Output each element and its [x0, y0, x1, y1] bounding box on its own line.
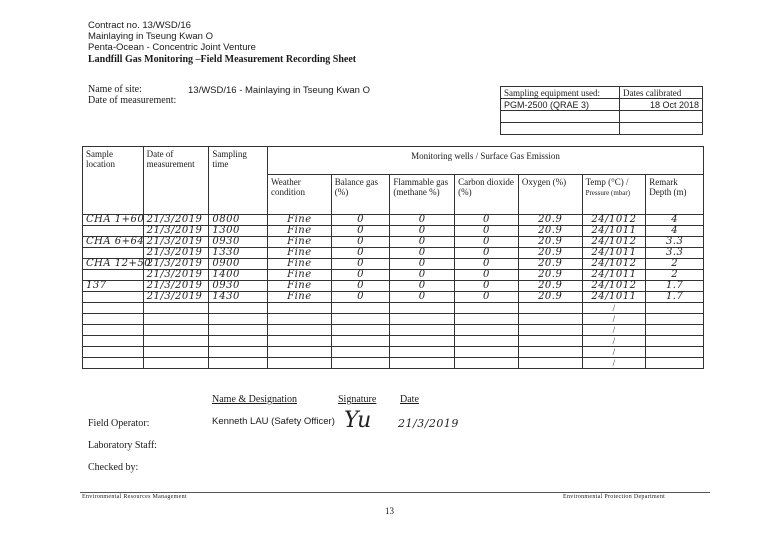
cell-temp-pressure: / — [582, 347, 646, 358]
measurement-table — [82, 146, 704, 369]
date-header: Date — [400, 394, 419, 405]
equipment-device: PGM-2500 (QRAE 3) — [501, 99, 620, 111]
header-oxygen: Oxygen (%) — [518, 175, 582, 215]
cell-oxygen: 20.9 — [518, 226, 582, 237]
table-row — [83, 270, 704, 281]
cell-remark — [646, 314, 704, 325]
cell-carbon-dioxide: 0 — [455, 248, 519, 259]
cell-sample-location: CHA 6+64 — [83, 237, 144, 248]
cell-sampling-time — [209, 314, 268, 325]
equipment-blank-cell — [620, 123, 703, 135]
cell-oxygen — [518, 314, 582, 325]
cell-temp-pressure: 24/1012 — [582, 259, 646, 270]
cell-weather: Fine — [268, 259, 332, 270]
cell-date — [143, 325, 209, 336]
cell-balance-gas — [331, 347, 390, 358]
cell-weather — [268, 336, 332, 347]
signature-header: Signature — [338, 394, 377, 405]
cell-balance-gas: 0 — [331, 215, 390, 226]
cell-sample-location — [83, 248, 144, 259]
header-balance-gas: Balance gas (%) — [331, 175, 390, 215]
footer-left: Environmental Resources Management — [82, 494, 187, 500]
cell-date: 21/3/2019 — [143, 292, 209, 303]
cell-sample-location — [83, 292, 144, 303]
cell-sampling-time: 0800 — [209, 215, 268, 226]
cell-sample-location: CHA 1+60 — [83, 215, 144, 226]
cell-remark — [646, 303, 704, 314]
cell-date — [143, 347, 209, 358]
header-temp: Temp (°C) / — [585, 177, 629, 187]
cell-balance-gas — [331, 325, 390, 336]
cell-weather: Fine — [268, 226, 332, 237]
cell-sample-location — [83, 325, 144, 336]
cell-temp-pressure: / — [582, 336, 646, 347]
header-pressure: Pressure (mbar) — [585, 189, 631, 197]
cell-remark: 4 — [646, 226, 704, 237]
cell-temp-pressure: / — [582, 303, 646, 314]
cell-sampling-time — [209, 336, 268, 347]
table-row — [83, 303, 704, 314]
table-row — [83, 314, 704, 325]
cell-oxygen: 20.9 — [518, 292, 582, 303]
table-row — [83, 259, 704, 270]
cell-sampling-time — [209, 325, 268, 336]
cell-flammable-gas: 0 — [390, 292, 455, 303]
cell-date — [143, 336, 209, 347]
site-name-value: 13/WSD/16 - Mainlaying in Tseung Kwan O — [188, 85, 370, 96]
cell-date: 21/3/2019 — [143, 270, 209, 281]
cell-balance-gas — [331, 303, 390, 314]
cell-flammable-gas — [390, 347, 455, 358]
cell-oxygen: 20.9 — [518, 248, 582, 259]
header-sampling-time: Sampling time — [209, 147, 268, 215]
cell-flammable-gas — [390, 336, 455, 347]
cell-oxygen: 20.9 — [518, 281, 582, 292]
cell-temp-pressure: 24/1012 — [582, 215, 646, 226]
cell-flammable-gas: 0 — [390, 215, 455, 226]
cell-carbon-dioxide — [455, 358, 519, 369]
cell-remark — [646, 347, 704, 358]
cell-carbon-dioxide — [455, 336, 519, 347]
cell-oxygen — [518, 336, 582, 347]
contract-number: Contract no. 13/WSD/16 — [88, 20, 191, 31]
cell-carbon-dioxide: 0 — [455, 237, 519, 248]
cell-balance-gas — [331, 314, 390, 325]
project-name: Mainlaying in Tseung Kwan O — [88, 31, 213, 42]
cell-carbon-dioxide: 0 — [455, 226, 519, 237]
cell-date: 21/3/2019 — [143, 248, 209, 259]
header-sample-location: Sample location — [83, 147, 144, 215]
cell-temp-pressure: 24/1011 — [582, 226, 646, 237]
header-carbon-dioxide: Carbon dioxide (%) — [455, 175, 519, 215]
field-operator-label: Field Operator: — [88, 418, 150, 429]
cell-temp-pressure: 24/1012 — [582, 281, 646, 292]
date-of-measurement-label: Date of measurement: — [88, 95, 177, 106]
cell-flammable-gas — [390, 314, 455, 325]
cell-sampling-time: 1400 — [209, 270, 268, 281]
header-date: Date of measurement — [143, 147, 209, 215]
table-row — [83, 336, 704, 347]
cell-remark — [646, 336, 704, 347]
cell-carbon-dioxide: 0 — [455, 215, 519, 226]
cell-oxygen: 20.9 — [518, 259, 582, 270]
cell-remark: 2 — [646, 270, 704, 281]
cell-sampling-time — [209, 358, 268, 369]
cell-balance-gas: 0 — [331, 248, 390, 259]
contractor-name: Penta-Ocean - Concentric Joint Venture — [88, 42, 256, 53]
cell-flammable-gas: 0 — [390, 281, 455, 292]
cell-remark: 1.7 — [646, 281, 704, 292]
table-row — [83, 248, 704, 259]
cell-flammable-gas: 0 — [390, 270, 455, 281]
cell-sample-location: CHA 12+50 — [83, 259, 144, 270]
table-row — [83, 237, 704, 248]
cell-carbon-dioxide — [455, 325, 519, 336]
cell-sampling-time: 0900 — [209, 259, 268, 270]
sheet-title: Landfill Gas Monitoring –Field Measurement Recording Sheet — [88, 54, 357, 65]
cell-date: 21/3/2019 — [143, 259, 209, 270]
equipment-blank-cell — [501, 123, 620, 135]
table-row — [83, 226, 704, 237]
cell-date — [143, 314, 209, 325]
cell-sample-location — [83, 358, 144, 369]
cell-weather: Fine — [268, 292, 332, 303]
cell-remark: 3.3 — [646, 248, 704, 259]
cell-date: 21/3/2019 — [143, 215, 209, 226]
name-designation-header: Name & Designation — [212, 394, 297, 405]
footer-divider — [80, 492, 710, 493]
cell-date — [143, 358, 209, 369]
cell-weather: Fine — [268, 281, 332, 292]
cell-weather: Fine — [268, 270, 332, 281]
cell-sample-location — [83, 347, 144, 358]
table-row — [83, 358, 704, 369]
site-name-label: Name of site: — [88, 84, 142, 95]
cell-sampling-time — [209, 303, 268, 314]
cell-oxygen: 20.9 — [518, 215, 582, 226]
table-row — [83, 281, 704, 292]
table-row — [83, 292, 704, 303]
cell-temp-pressure: / — [582, 325, 646, 336]
cell-weather: Fine — [268, 215, 332, 226]
cell-flammable-gas — [390, 303, 455, 314]
cell-weather — [268, 347, 332, 358]
table-row — [83, 325, 704, 336]
cell-sample-location — [83, 336, 144, 347]
cell-balance-gas: 0 — [331, 281, 390, 292]
cell-remark — [646, 325, 704, 336]
field-operator-name: Kenneth LAU (Safety Officer) — [212, 416, 335, 427]
cell-remark: 2 — [646, 259, 704, 270]
cell-balance-gas: 0 — [331, 226, 390, 237]
cell-date — [143, 303, 209, 314]
cell-flammable-gas — [390, 358, 455, 369]
checked-by-label: Checked by: — [88, 462, 139, 473]
cell-weather: Fine — [268, 237, 332, 248]
cell-flammable-gas: 0 — [390, 237, 455, 248]
cell-temp-pressure: / — [582, 314, 646, 325]
calibration-date: 18 Oct 2018 — [620, 99, 703, 111]
cell-weather — [268, 303, 332, 314]
cell-temp-pressure: 24/1012 — [582, 237, 646, 248]
cell-carbon-dioxide — [455, 303, 519, 314]
header-remark: Remark Depth (m) — [646, 175, 704, 215]
cell-remark — [646, 358, 704, 369]
cell-balance-gas: 0 — [331, 237, 390, 248]
cell-sampling-time: 1300 — [209, 226, 268, 237]
cell-flammable-gas — [390, 325, 455, 336]
cell-balance-gas: 0 — [331, 270, 390, 281]
cell-sample-location — [83, 303, 144, 314]
cell-oxygen — [518, 325, 582, 336]
cell-remark: 1.7 — [646, 292, 704, 303]
header-flammable-gas: Flammable gas (methane %) — [390, 175, 455, 215]
cell-sample-location: 137 — [83, 281, 144, 292]
footer-right: Environmental Protection Department — [563, 494, 666, 500]
cell-date: 21/3/2019 — [143, 237, 209, 248]
cell-weather — [268, 358, 332, 369]
cell-weather — [268, 325, 332, 336]
cell-sampling-time: 0930 — [209, 237, 268, 248]
cell-oxygen — [518, 303, 582, 314]
cell-remark: 4 — [646, 215, 704, 226]
field-operator-signature: Yu — [344, 408, 372, 433]
cell-oxygen: 20.9 — [518, 237, 582, 248]
cell-date: 21/3/2019 — [143, 226, 209, 237]
cell-carbon-dioxide: 0 — [455, 292, 519, 303]
cell-oxygen — [518, 347, 582, 358]
cell-balance-gas — [331, 358, 390, 369]
cell-carbon-dioxide — [455, 347, 519, 358]
cell-sampling-time: 0930 — [209, 281, 268, 292]
cell-balance-gas: 0 — [331, 292, 390, 303]
cell-sample-location — [83, 314, 144, 325]
cell-balance-gas: 0 — [331, 259, 390, 270]
cell-temp-pressure: 24/1011 — [582, 248, 646, 259]
cell-carbon-dioxide: 0 — [455, 270, 519, 281]
equipment-blank-cell — [501, 111, 620, 123]
cell-weather: Fine — [268, 248, 332, 259]
cell-sampling-time: 1430 — [209, 292, 268, 303]
cell-sample-location — [83, 226, 144, 237]
header-weather: Weather condition — [268, 175, 332, 215]
laboratory-staff-label: Laboratory Staff: — [88, 440, 157, 451]
equipment-blank-cell — [620, 111, 703, 123]
cell-flammable-gas: 0 — [390, 259, 455, 270]
cell-date: 21/3/2019 — [143, 281, 209, 292]
cell-sampling-time: 1330 — [209, 248, 268, 259]
cell-carbon-dioxide: 0 — [455, 259, 519, 270]
equipment-header: Sampling equipment used: — [501, 87, 620, 99]
table-row — [83, 347, 704, 358]
field-operator-date: 21/3/2019 — [398, 417, 459, 430]
cell-sampling-time — [209, 347, 268, 358]
header-monitoring-group: Monitoring wells / Surface Gas Emission — [268, 147, 704, 175]
table-row — [83, 215, 704, 226]
cell-carbon-dioxide: 0 — [455, 281, 519, 292]
cell-temp-pressure: / — [582, 358, 646, 369]
cell-oxygen: 20.9 — [518, 270, 582, 281]
cell-remark: 3.3 — [646, 237, 704, 248]
equipment-table — [500, 86, 703, 135]
cell-temp-pressure: 24/1011 — [582, 292, 646, 303]
calibration-header: Dates calibrated — [620, 87, 703, 99]
cell-temp-pressure: 24/1011 — [582, 270, 646, 281]
cell-sample-location — [83, 270, 144, 281]
cell-weather — [268, 314, 332, 325]
header-temp-pressure — [582, 175, 646, 215]
page-number: 13 — [385, 506, 394, 516]
cell-flammable-gas: 0 — [390, 248, 455, 259]
cell-flammable-gas: 0 — [390, 226, 455, 237]
cell-balance-gas — [331, 336, 390, 347]
cell-carbon-dioxide — [455, 314, 519, 325]
cell-oxygen — [518, 358, 582, 369]
